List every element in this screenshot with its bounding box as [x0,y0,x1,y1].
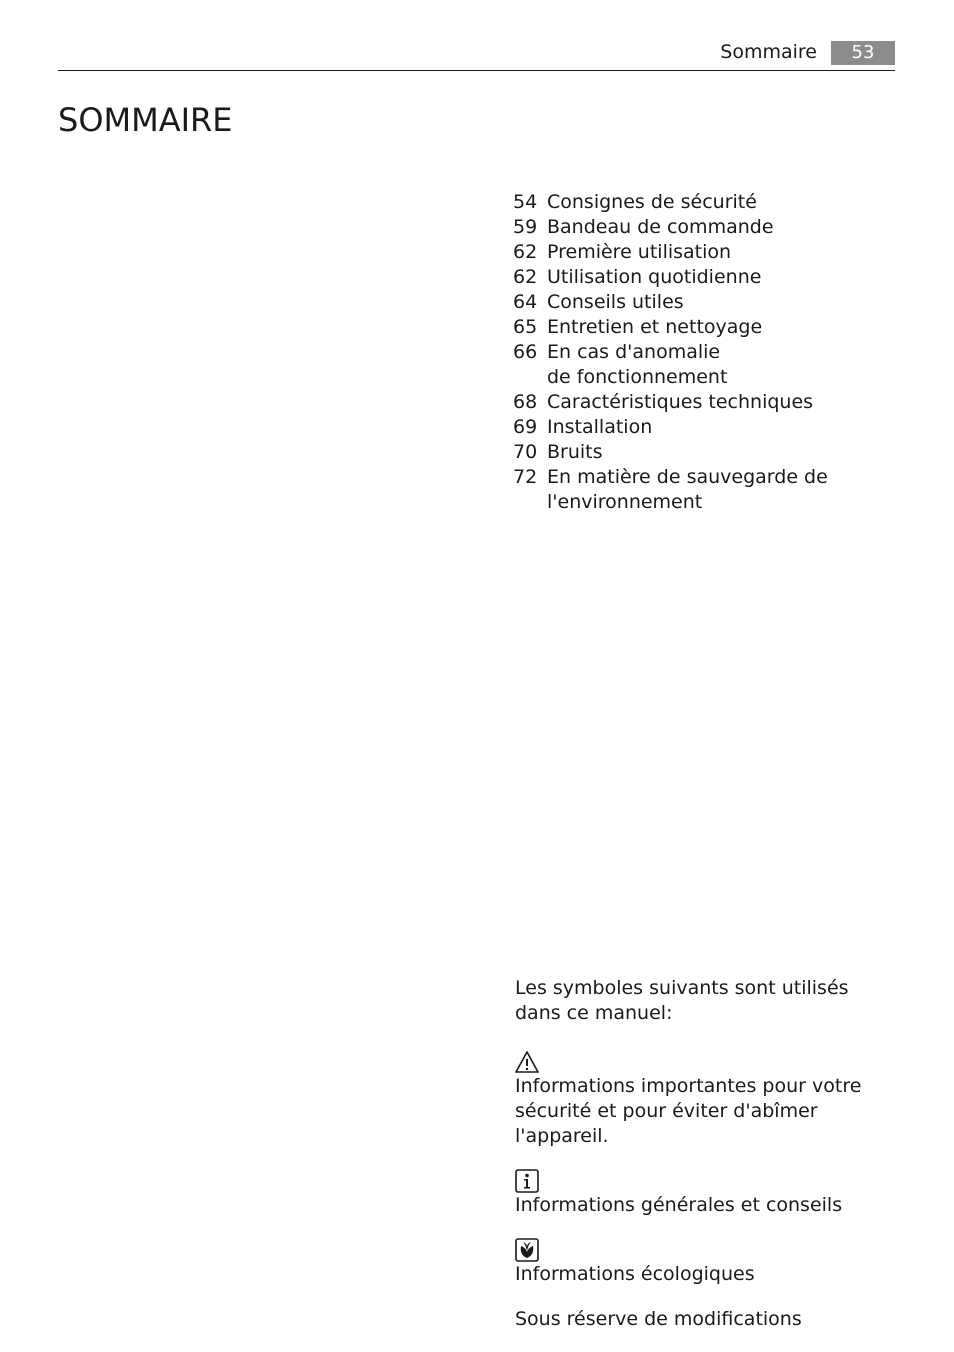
toc-page-number: 65 [513,316,538,338]
symbol-block-warning [515,1050,905,1149]
toc-item[interactable] [513,215,903,240]
toc-entry-text: En cas d'anomalie de fonctionnement [547,341,728,388]
toc-page-number: 66 [513,341,538,363]
toc-page-number: 69 [513,416,538,438]
toc-page-number: 68 [513,391,538,413]
page-number-badge: 53 [831,41,895,65]
toc-item[interactable] [513,440,903,465]
symbol-block-eco [515,1238,905,1287]
toc-page-number: 54 [513,191,538,213]
toc-entry-text: Caractéristiques techniques [547,391,814,413]
toc-entry-text: Consignes de sécurité [547,191,757,213]
symbol-text: Informations importantes pour votre sécurité et pour éviter d'abîmer l'appareil. [515,1075,862,1147]
toc-item[interactable] [513,265,903,290]
toc-entry-text: Conseils utiles [547,291,684,313]
toc-page-number: 70 [513,441,538,463]
toc-entry-text: Première utilisation [547,241,732,263]
toc-item[interactable] [513,190,903,215]
toc-entry-text: Entretien et nettoyage [547,316,763,338]
symbol-block-info [515,1169,905,1218]
toc-page-number: 62 [513,241,538,263]
toc-item[interactable] [513,390,903,415]
toc-item[interactable] [513,240,903,265]
eco-leaf-icon [515,1238,539,1262]
symbol-text: Informations écologiques [515,1263,755,1285]
toc-entry-text: Bandeau de commande [547,216,774,238]
toc-entry-text: Installation [547,416,653,438]
toc-item[interactable] [513,465,903,515]
footer-note: Sous réserve de modifications [515,1308,802,1330]
symbols-intro: Les symboles suivants sont utilisés dans ce manuel: [515,977,849,1024]
symbols-legend [515,976,905,1332]
toc-entry-text: En matière de sauvegarde de l'environnement [547,466,828,513]
toc-item[interactable] [513,340,903,390]
toc-item[interactable] [513,315,903,340]
page-title: SOMMAIRE [58,101,233,139]
toc-entry-text: Bruits [547,441,603,463]
toc-item[interactable] [513,290,903,315]
symbol-text: Informations générales et conseils [515,1194,843,1216]
toc-page-number: 64 [513,291,538,313]
toc-entry-text: Utilisation quotidienne [547,266,762,288]
toc-page-number: 62 [513,266,538,288]
info-icon [515,1169,539,1193]
header-section-label: Sommaire [720,41,817,63]
toc-page-number: 59 [513,216,538,238]
table-of-contents [513,190,903,515]
warning-triangle-icon [515,1050,539,1074]
toc-item[interactable] [513,415,903,440]
header-rule [58,70,895,71]
toc-page-number: 72 [513,466,538,488]
